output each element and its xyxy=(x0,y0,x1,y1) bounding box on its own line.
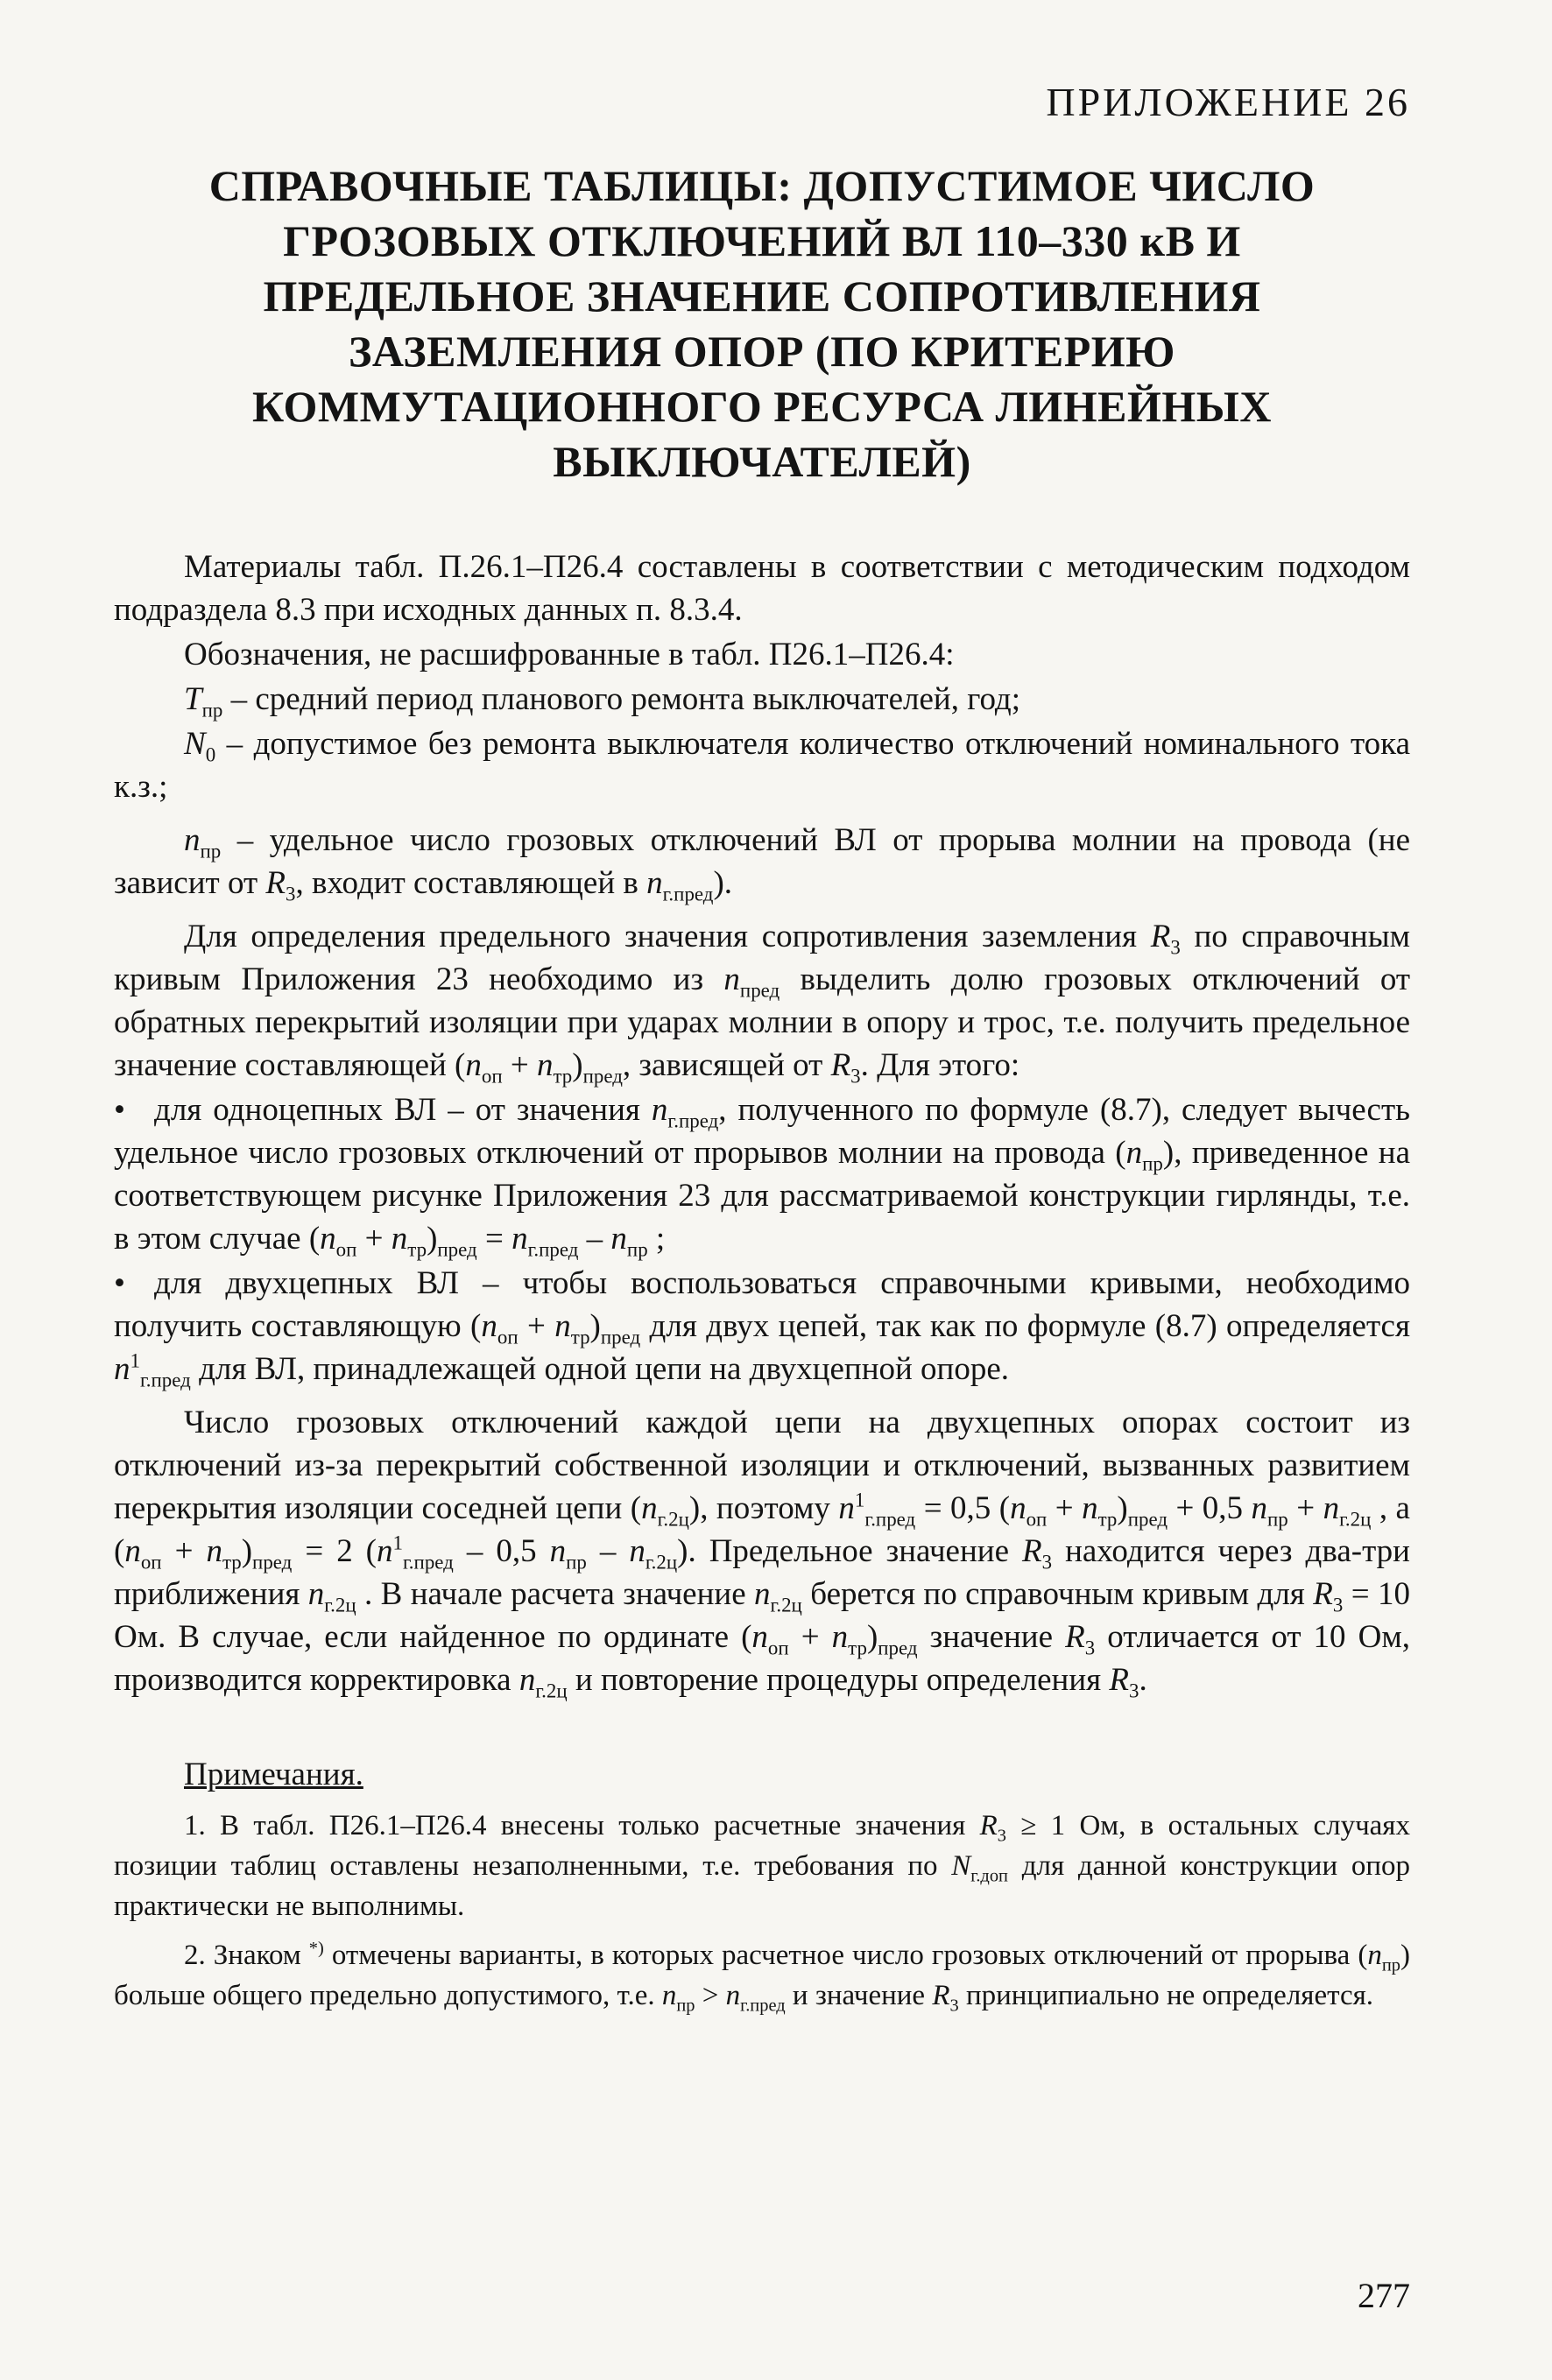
definition-text: ). xyxy=(713,865,733,901)
symbol: R xyxy=(1065,1619,1085,1655)
text: и значение xyxy=(785,1980,933,2011)
definition-tpr xyxy=(114,678,1410,721)
subscript: г.пред xyxy=(740,1996,786,2016)
text: ). Предельное значение xyxy=(677,1533,1022,1569)
symbol: n xyxy=(651,1092,668,1128)
subscript: г.2ц xyxy=(535,1679,568,1702)
document-page xyxy=(114,61,1410,2338)
symbol: n xyxy=(465,1047,482,1083)
text: принципиально не определяется. xyxy=(958,1980,1374,2011)
symbol: n xyxy=(831,1619,849,1655)
text: отличается от 10 Ом, производится корректировка xyxy=(114,1619,1410,1698)
symbol: n xyxy=(519,1662,536,1698)
text: + xyxy=(788,1619,832,1655)
notes-section xyxy=(114,1806,1410,2016)
subscript: тр xyxy=(553,1065,573,1088)
text: ) xyxy=(866,1619,878,1655)
text: отмечены варианты, в которых расчетное число грозовых отключений от прорыва ( xyxy=(323,1940,1368,1971)
text: для ВЛ, принадлежащей одной цепи на двухцепной опоре. xyxy=(190,1351,1010,1387)
text: . Для этого: xyxy=(860,1047,1020,1083)
symbol: n xyxy=(754,1576,771,1612)
symbol: n xyxy=(629,1533,645,1569)
subscript: г.пред xyxy=(864,1508,916,1531)
symbol: n xyxy=(725,1980,741,2011)
text: 1. В табл. П26.1–П26.4 внесены только расчетные значения xyxy=(184,1810,980,1841)
paragraph-method xyxy=(114,915,1410,1087)
subscript: пред xyxy=(582,1065,623,1088)
text: Для определения предельного значения сопротивления заземления xyxy=(184,919,1151,954)
subscript: г.2ц xyxy=(645,1551,678,1574)
subscript: оп xyxy=(497,1326,519,1348)
text: , а ( xyxy=(114,1490,1410,1569)
text: ; xyxy=(647,1221,666,1257)
symbol: R xyxy=(1022,1533,1042,1569)
text: + xyxy=(161,1533,207,1569)
subscript: 3 xyxy=(1170,936,1181,959)
subscript: пр xyxy=(1267,1508,1288,1531)
symbol: R xyxy=(979,1810,998,1841)
paragraph-double-circuit xyxy=(114,1401,1410,1701)
subscript: тр xyxy=(407,1238,427,1261)
text: для данной конструкции опор практически не выполнимы. xyxy=(114,1850,1410,1922)
text: Число грозовых отключений каждой цепи на двухцепных опорах состоит из отключений из-за перекрытий собственной изоляции и отключений, вызванных развитием перекрытия изоляции соседней цепи ( xyxy=(114,1405,1410,1526)
superscript: 1 xyxy=(130,1349,140,1372)
symbol: n xyxy=(206,1533,222,1569)
subscript: 3 xyxy=(1041,1551,1053,1574)
symbol: R xyxy=(265,865,286,901)
bullet-single-circuit xyxy=(114,1088,1410,1260)
subscript: 3 xyxy=(1084,1637,1096,1659)
symbol: T xyxy=(184,681,202,717)
text: ), поэтому xyxy=(688,1490,839,1526)
note-1 xyxy=(114,1806,1410,1926)
text: > xyxy=(695,1980,726,2011)
subscript: пред xyxy=(437,1238,477,1261)
subscript: пред xyxy=(739,979,780,1002)
text: и повторение процедуры определения xyxy=(567,1662,1110,1698)
symbol: n xyxy=(537,1047,554,1083)
definition-n0 xyxy=(114,722,1410,808)
subscript: тр xyxy=(570,1326,590,1348)
symbol: n xyxy=(1323,1490,1340,1526)
intro-paragraph: Материалы табл. П.26.1–П26.4 составлены в соответствии с методическим подходом подраздела 8.3 при исходных данных п. 8.3.4. xyxy=(114,549,1410,628)
text: ), приведенное на соответствующем рисунке Приложения 23 для рассматриваемой конструкции гирлянды, т.е. в этом случае ( xyxy=(114,1135,1411,1257)
text: . В начале расчета значение xyxy=(356,1576,755,1612)
symbol: n xyxy=(391,1221,408,1257)
page-title: СПРАВОЧНЫЕ ТАБЛИЦЫ: ДОПУСТИМОЕ ЧИСЛО ГРОЗОВЫХ ОТКЛЮЧЕНИЙ ВЛ 110–330 кВ И ПРЕДЕЛЬНОЕ ЗНАЧЕНИЕ СОПРОТИВЛЕНИЯ ЗАЗЕМЛЕНИЯ ОПОР (ПО КРИТЕРИЮ КОММУТАЦИОННОГО РЕСУРСА ЛИНЕЙНЫХ ВЫКЛЮЧАТЕЛЕЙ) xyxy=(208,161,1316,486)
text: по справочным кривым Приложения 23 необходимо из xyxy=(114,919,1410,997)
text: + xyxy=(518,1308,555,1344)
text: , зависящей от xyxy=(622,1047,831,1083)
symbol: n xyxy=(1125,1135,1143,1171)
symbol: n xyxy=(723,961,740,997)
text: + xyxy=(356,1221,392,1257)
text: находится через два-три приближения xyxy=(114,1533,1410,1612)
symbol: n xyxy=(549,1533,567,1569)
symbol: n xyxy=(554,1308,571,1344)
text: ) xyxy=(572,1047,583,1083)
subscript: г.2ц xyxy=(324,1594,356,1616)
symbol: n xyxy=(307,1576,325,1612)
text: берется по справочным кривым для xyxy=(801,1576,1314,1612)
symbol: n xyxy=(610,1221,627,1257)
symbol: n xyxy=(124,1533,141,1569)
symbol: n xyxy=(1082,1490,1098,1526)
symbol: n xyxy=(661,1980,677,2011)
symbol: n xyxy=(114,1351,131,1387)
text: – xyxy=(586,1533,630,1569)
subscript: оп xyxy=(767,1637,789,1659)
subscript: пред xyxy=(878,1637,918,1659)
subscript: тр xyxy=(1097,1508,1118,1531)
symbol: n xyxy=(1010,1490,1026,1526)
superscript: 1 xyxy=(392,1532,403,1554)
definition-text: – удельное число грозовых отключений ВЛ от прорыва молнии на провода (не зависит от xyxy=(114,822,1410,901)
subscript: пред xyxy=(600,1326,641,1348)
text: – xyxy=(578,1221,611,1257)
subscript: пр xyxy=(1142,1152,1163,1175)
subscript: 3 xyxy=(850,1065,861,1088)
subscript: пред xyxy=(252,1551,293,1574)
subscript: г.2ц xyxy=(1339,1508,1372,1531)
subscript: пр xyxy=(566,1551,587,1574)
subscript: 3 xyxy=(1332,1594,1344,1616)
symbol: n xyxy=(320,1221,336,1257)
text: + xyxy=(1047,1490,1083,1526)
text: = 0,5 ( xyxy=(915,1490,1011,1526)
text: = 2 ( xyxy=(292,1533,377,1569)
text: ) xyxy=(1117,1490,1128,1526)
subscript: 3 xyxy=(949,1996,959,2016)
symbol: n xyxy=(751,1619,768,1655)
subscript: г.пред xyxy=(139,1369,191,1391)
subscript: пред xyxy=(1127,1508,1168,1531)
text: для одноцепных ВЛ – от значения xyxy=(154,1092,652,1128)
subscript: г.2ц xyxy=(770,1594,802,1616)
text: + xyxy=(1287,1490,1323,1526)
text: ) xyxy=(241,1533,253,1569)
symbol: n xyxy=(838,1490,855,1526)
subscript: г.пред xyxy=(402,1551,454,1574)
subscript: г.пред xyxy=(667,1109,719,1132)
text: для двух цепей, так как по формуле (8.7) определяется xyxy=(640,1308,1411,1344)
text: для двухцепных ВЛ – чтобы воспользоваться справочными кривыми, необходимо получить составляющую ( xyxy=(114,1265,1410,1344)
text: . xyxy=(1139,1662,1147,1698)
symbol: n xyxy=(641,1490,658,1526)
note-2 xyxy=(114,1935,1410,2016)
text: 2. Знаком xyxy=(184,1940,309,1971)
page-number: 277 xyxy=(1358,2276,1410,2315)
symbol: n xyxy=(184,822,201,858)
symbol: n xyxy=(1367,1940,1382,1971)
symbol: n xyxy=(511,1221,528,1257)
notation-heading: Обозначения, не расшифрованные в табл. П26.1–П26.4: xyxy=(184,637,955,672)
symbol: N xyxy=(951,1850,971,1882)
text: ) xyxy=(427,1221,438,1257)
subscript: пр xyxy=(201,699,223,722)
asterisk-mark: *) xyxy=(308,1939,324,1958)
symbol: n xyxy=(481,1308,497,1344)
subscript: г.пред xyxy=(527,1238,579,1261)
notes-heading: Примечания. xyxy=(184,1757,363,1792)
subscript: 3 xyxy=(997,1826,1006,1846)
text: ) xyxy=(589,1308,601,1344)
subscript: пр xyxy=(676,1996,695,2016)
subscript: 3 xyxy=(286,883,296,905)
appendix-header: ПРИЛОЖЕНИЕ 26 xyxy=(1046,80,1410,124)
subscript: 0 xyxy=(205,743,216,766)
subscript: пр xyxy=(200,840,222,863)
text: = xyxy=(476,1221,512,1257)
text: ≥ 1 Ом, в остальных случаях позиции таблиц оставлены незаполненными, т.е. требования по xyxy=(114,1810,1410,1882)
subscript: оп xyxy=(1026,1508,1048,1531)
bullet-double-circuit xyxy=(114,1262,1410,1391)
symbol: n xyxy=(377,1533,393,1569)
bullet-icon: • xyxy=(114,1092,125,1128)
bullet-icon: • xyxy=(114,1265,125,1301)
subscript: тр xyxy=(222,1551,242,1574)
subscript: 3 xyxy=(1129,1679,1139,1702)
symbol: R xyxy=(1109,1662,1130,1698)
text: = 10 Ом. В случае, если найденное по ординате ( xyxy=(114,1576,1410,1655)
symbol: R xyxy=(1150,919,1171,954)
subscript: пр xyxy=(626,1238,648,1261)
symbol: N xyxy=(184,726,206,762)
symbol: R xyxy=(932,1980,950,2011)
superscript: 1 xyxy=(854,1489,865,1511)
body-text xyxy=(114,546,1410,1701)
definition-text: , входит составляющей в xyxy=(295,865,647,901)
definition-npr xyxy=(114,819,1410,905)
subscript: тр xyxy=(848,1637,867,1659)
symbol: n xyxy=(1251,1490,1268,1526)
text: + xyxy=(502,1047,537,1083)
subscript: оп xyxy=(335,1238,357,1261)
definition-text: – допустимое без ремонта выключателя количество отключений номинального тока к.з.; xyxy=(114,726,1410,805)
subscript: оп xyxy=(481,1065,503,1088)
subscript: г.2ц xyxy=(657,1508,689,1531)
text: + 0,5 xyxy=(1168,1490,1252,1526)
subscript: пр xyxy=(1381,1955,1400,1975)
text: – 0,5 xyxy=(453,1533,550,1569)
subscript: г.пред xyxy=(662,883,714,905)
symbol: n xyxy=(646,865,663,901)
symbol: R xyxy=(830,1047,851,1083)
subscript: г.доп xyxy=(970,1866,1008,1886)
text: ) больше общего предельно допустимого, т.е. xyxy=(114,1940,1410,2011)
subscript: оп xyxy=(140,1551,162,1574)
text: , полученного по формуле (8.7), следует вычесть удельное число грозовых отключений от прорывов молнии на провода ( xyxy=(114,1092,1410,1171)
text: значение xyxy=(917,1619,1066,1655)
symbol: R xyxy=(1313,1576,1333,1612)
text: выделить долю грозовых отключений от обратных перекрытий изоляции при ударах молнии в опору и трос, т.е. получить предельное значение составляющей ( xyxy=(114,961,1411,1083)
definition-text: – средний период планового ремонта выключателей, год; xyxy=(222,681,1020,717)
